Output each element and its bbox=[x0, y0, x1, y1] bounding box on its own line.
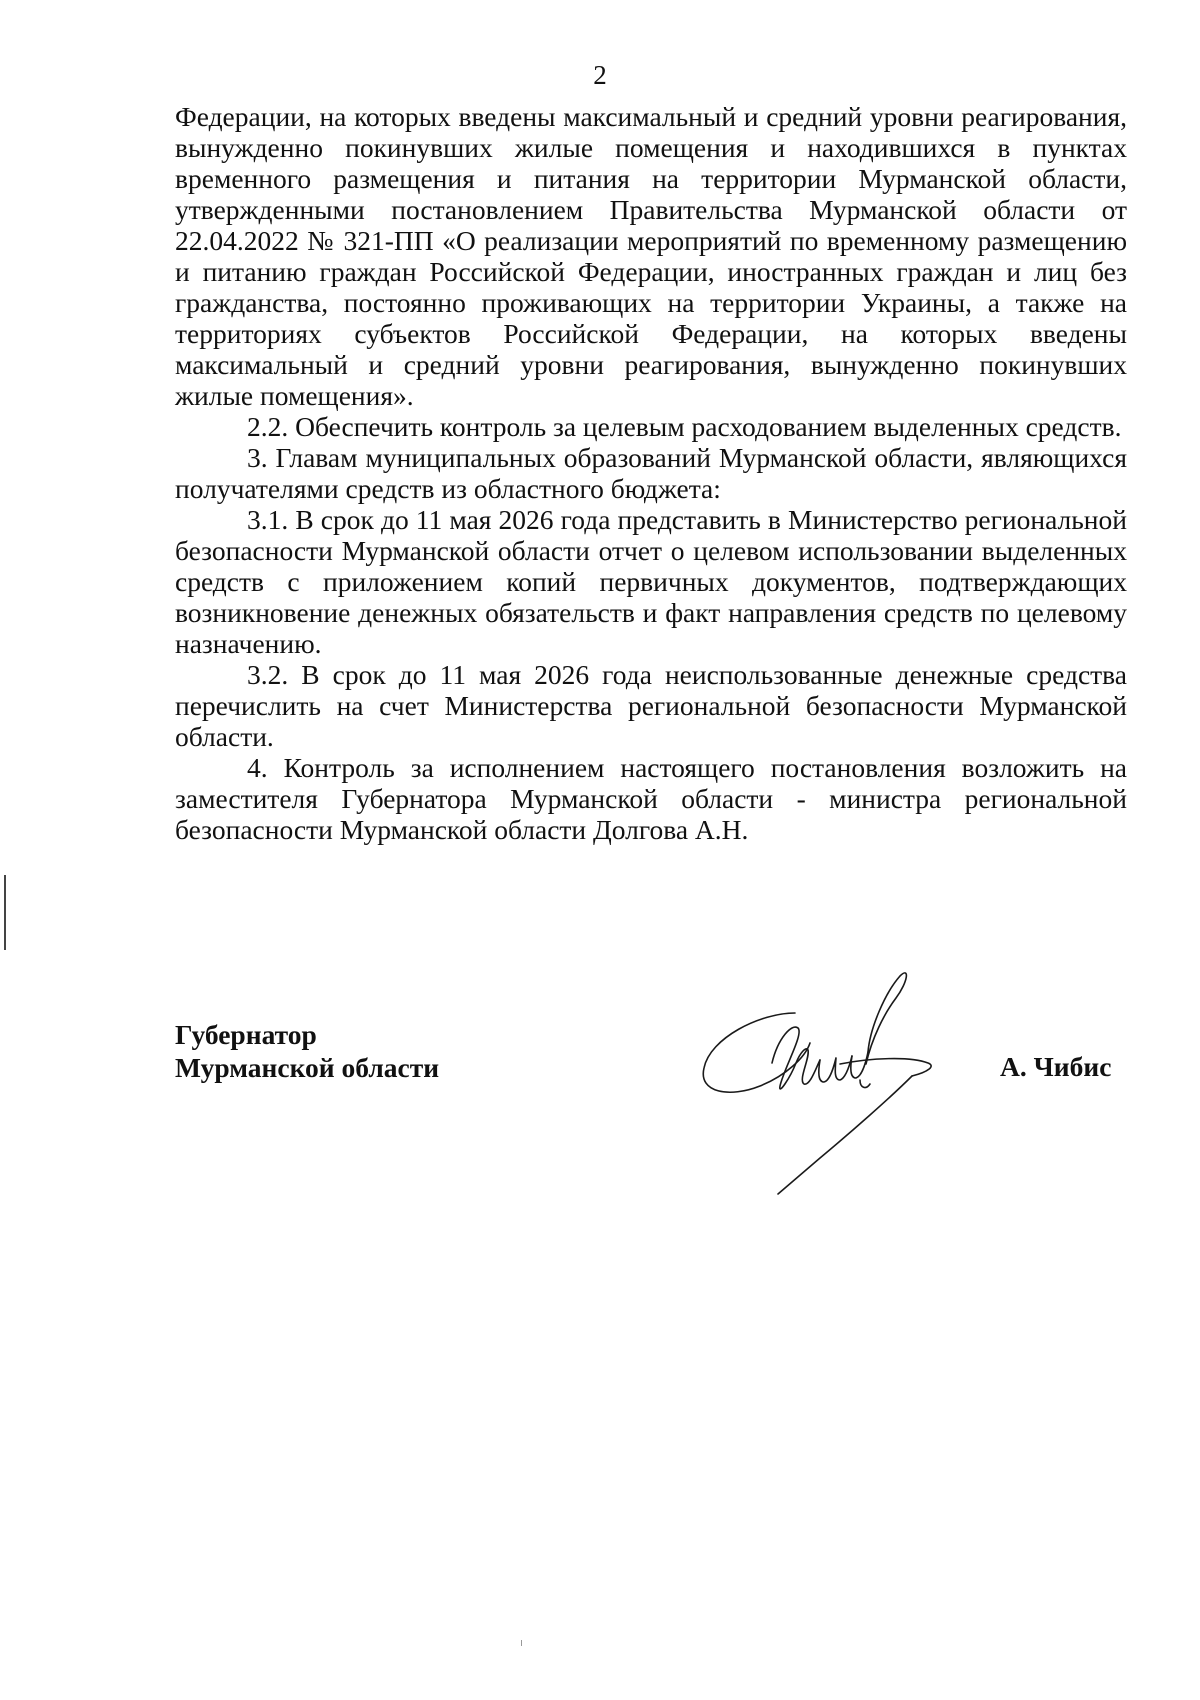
signature-strokes bbox=[703, 973, 931, 1194]
signatory-title bbox=[175, 1018, 439, 1084]
paragraph-3-2: 3.2. В срок до 11 мая 2026 года неиспользованные денежные средства перечислить на счет Министерства региональной безопасности Мурманской области. bbox=[175, 659, 1127, 752]
scan-margin-mark bbox=[4, 875, 6, 950]
paragraph-2-2: 2.2. Обеспечить контроль за целевым расходованием выделенных средств. bbox=[247, 411, 1122, 442]
signatory-title-line-1: Губернатор bbox=[175, 1019, 317, 1050]
scan-speck bbox=[521, 1640, 522, 1646]
document-body bbox=[175, 101, 1127, 845]
page-number: 2 bbox=[593, 60, 607, 90]
paragraph-4: 4. Контроль за исполнением настоящего постановления возложить на заместителя Губернатора Мурманской области - министра региональной безопасности Мурманской области Долгова А.Н. bbox=[175, 752, 1127, 845]
signatory-name: А. Чибис bbox=[1000, 1051, 1112, 1082]
paragraph-3: 3. Главам муниципальных образований Мурманской области, являющихся получателями средств из областного бюджета: bbox=[175, 442, 1127, 504]
paragraph-3-1: 3.1. В срок до 11 мая 2026 года представить в Министерство региональной безопасности Мурманской области отчет о целевом использовании выделенных средств с приложением копий первичных документов, подтверждающих возникновение денежных обязательств и факт направления средств по целевому назначению. bbox=[175, 504, 1127, 659]
signatory-title-line-2: Мурманской области bbox=[175, 1052, 440, 1083]
paragraph-continuation: Федерации, на которых введены максимальный и средний уровни реагирования, вынужденно покинувших жилые помещения и находившихся в пунктах временного размещения и питания на территории Мурманской области, утвержденными постановлением Правительства Мурманской области от 22.04.2022 № 321-ПП «О реализации мероприятий по временному размещению и питанию граждан Российской Федерации, иностранных граждан и лиц без гражданства, постоянно проживающих на территории Украины, а также на территориях субъектов Российской Федерации, на которых введены максимальный и средний уровни реагирования, вынужденно покинувших жилые помещения». bbox=[175, 101, 1127, 411]
handwritten-signature bbox=[700, 968, 970, 1218]
